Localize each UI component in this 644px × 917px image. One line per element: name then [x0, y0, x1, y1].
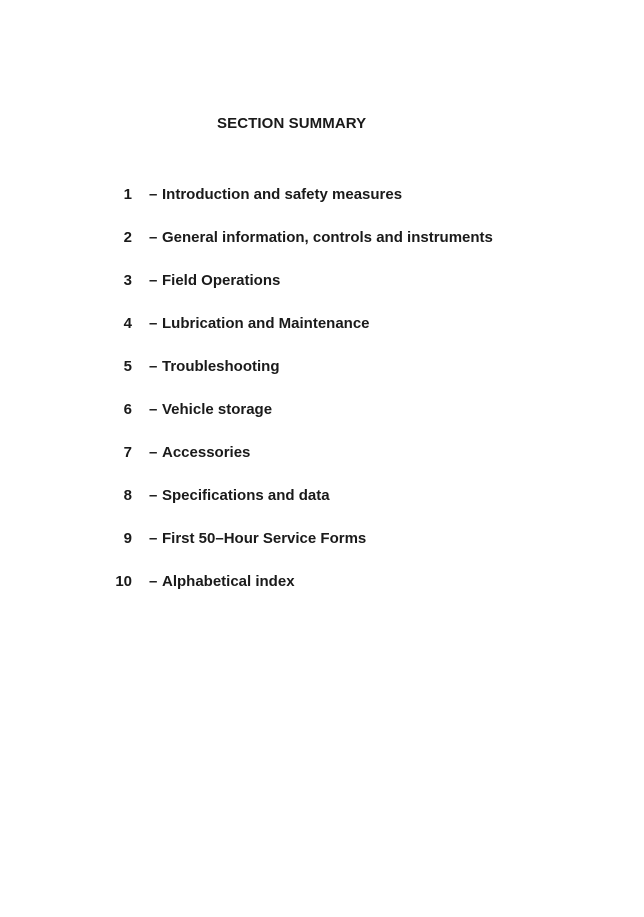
section-dash: –	[149, 358, 158, 375]
section-label: General information, controls and instruments	[162, 229, 493, 246]
section-number: 4	[123, 315, 132, 332]
section-number: 6	[123, 401, 132, 418]
section-dash: –	[149, 186, 158, 203]
section-dash: –	[149, 315, 158, 332]
section-entry	[100, 530, 620, 573]
section-label: First 50–Hour Service Forms	[162, 530, 367, 547]
section-entry	[100, 186, 620, 229]
section-entry	[100, 229, 620, 272]
section-label: Field Operations	[162, 272, 281, 289]
section-label: Accessories	[162, 444, 251, 461]
section-label: Troubleshooting	[162, 358, 280, 375]
section-number: 3	[123, 272, 132, 289]
section-number: 7	[123, 444, 132, 461]
section-number: 5	[123, 358, 132, 375]
page-title: SECTION SUMMARY	[217, 115, 367, 132]
section-dash: –	[149, 229, 158, 246]
section-list	[100, 186, 620, 616]
section-entry	[100, 444, 620, 487]
section-number: 8	[123, 487, 132, 504]
section-entry	[100, 358, 620, 401]
section-dash: –	[149, 444, 158, 461]
section-dash: –	[149, 573, 158, 590]
section-entry	[100, 272, 620, 315]
section-dash: –	[149, 401, 158, 418]
section-number: 1	[123, 186, 132, 203]
section-dash: –	[149, 487, 158, 504]
section-entry	[100, 573, 620, 616]
section-label: Lubrication and Maintenance	[162, 315, 370, 332]
section-dash: –	[149, 530, 158, 547]
section-number: 2	[123, 229, 132, 246]
section-entry	[100, 315, 620, 358]
section-label: Alphabetical index	[162, 573, 295, 590]
section-number: 10	[115, 573, 132, 590]
section-label: Introduction and safety measures	[162, 186, 403, 203]
section-entry	[100, 487, 620, 530]
section-number: 9	[123, 530, 132, 547]
section-label: Specifications and data	[162, 487, 330, 504]
section-label: Vehicle storage	[162, 401, 273, 418]
section-entry	[100, 401, 620, 444]
section-dash: –	[149, 272, 158, 289]
